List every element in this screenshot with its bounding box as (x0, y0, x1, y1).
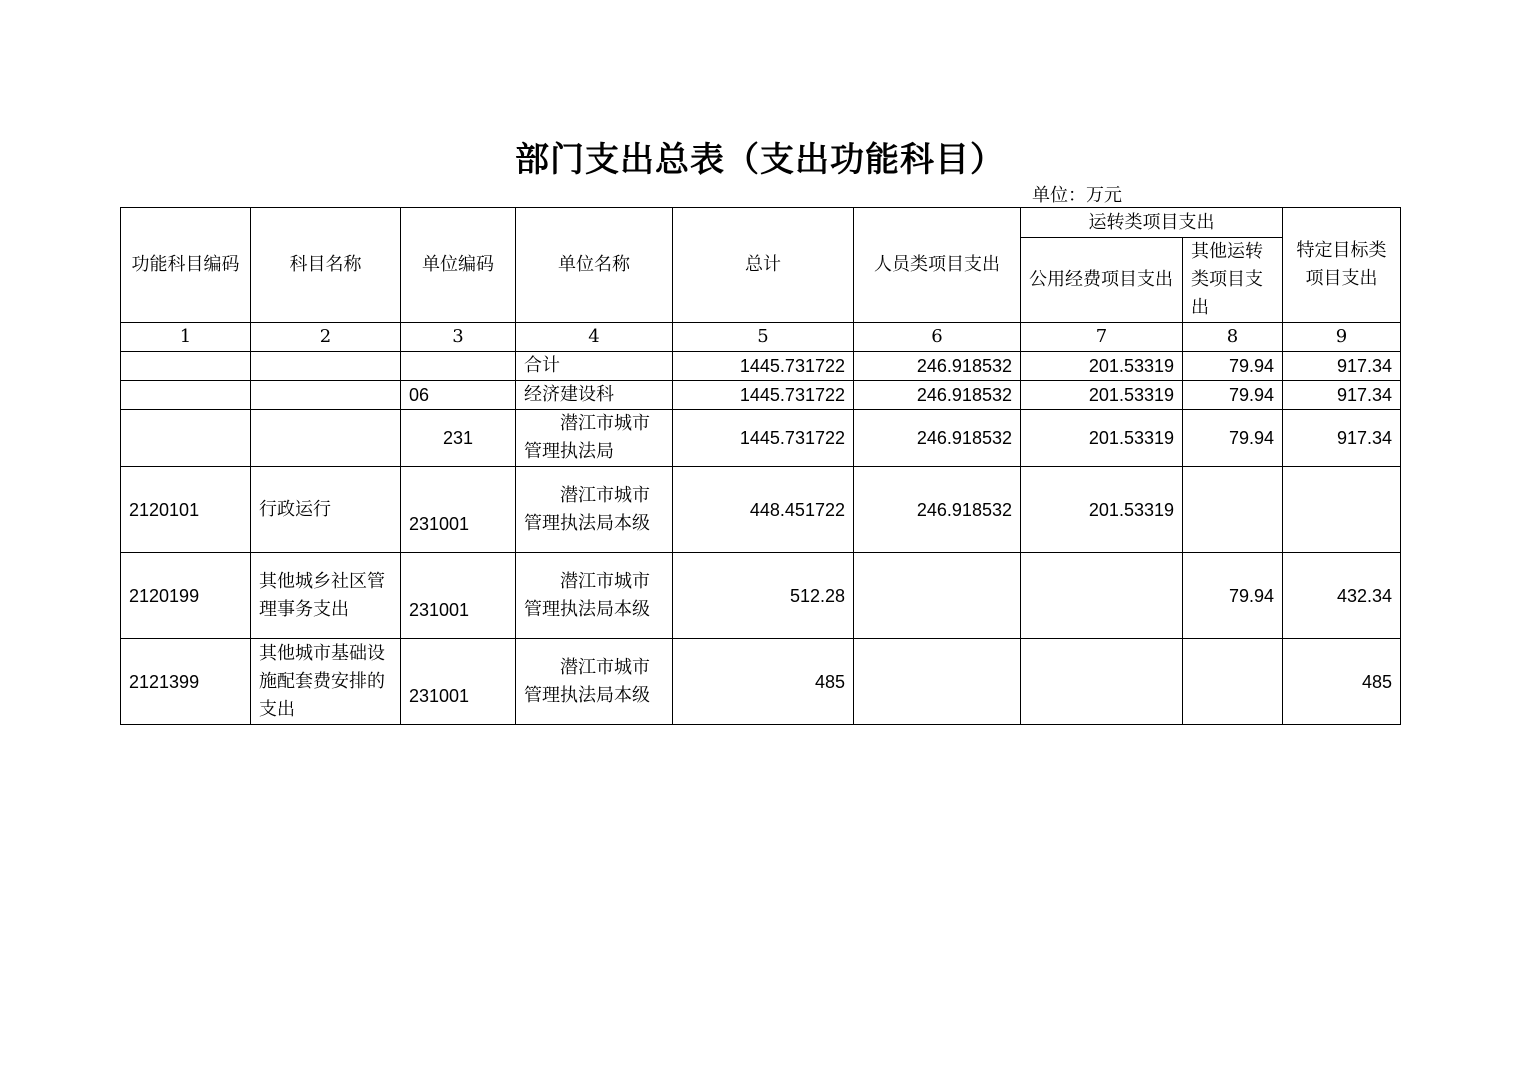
header-personnel: 人员类项目支出 (854, 208, 1021, 323)
other-operation-cell: 79.94 (1183, 352, 1283, 381)
index-cell: 9 (1283, 323, 1401, 352)
table-row (121, 352, 1401, 381)
unit-name-cell: 潜江市城市管理执法局本级 (516, 467, 673, 553)
index-cell: 1 (121, 323, 251, 352)
func-code-cell (121, 410, 251, 467)
unit-name-cell: 潜江市城市管理执法局本级 (516, 639, 673, 725)
table-row (121, 553, 1401, 639)
personnel-cell (854, 553, 1021, 639)
header-public-funds: 公用经费项目支出 (1021, 238, 1183, 323)
personnel-cell: 246.918532 (854, 410, 1021, 467)
special-cell: 432.34 (1283, 553, 1401, 639)
personnel-cell: 246.918532 (854, 352, 1021, 381)
index-cell: 3 (401, 323, 516, 352)
unit-label: 单位：万元 (1032, 185, 1122, 206)
header-unit-code: 单位编码 (401, 208, 516, 323)
other-operation-cell: 79.94 (1183, 381, 1283, 410)
unit-name-cell: 潜江市城市管理执法局本级 (516, 553, 673, 639)
index-cell: 6 (854, 323, 1021, 352)
public-funds-cell: 201.53319 (1021, 352, 1183, 381)
subject-name-cell (251, 381, 401, 410)
total-cell: 485 (673, 639, 854, 725)
unit-code-cell: 231001 (401, 467, 516, 553)
public-funds-cell: 201.53319 (1021, 467, 1183, 553)
header-special: 特定目标类项目支出 (1283, 208, 1401, 323)
func-code-cell (121, 381, 251, 410)
table-row (121, 639, 1401, 725)
subject-name-cell: 其他城市基础设施配套费安排的支出 (251, 639, 401, 725)
header-unit-name: 单位名称 (516, 208, 673, 323)
special-cell: 917.34 (1283, 381, 1401, 410)
total-cell: 448.451722 (673, 467, 854, 553)
expenditure-table (120, 207, 1401, 725)
other-operation-cell (1183, 639, 1283, 725)
subject-name-cell: 行政运行 (251, 467, 401, 553)
header-subject-name: 科目名称 (251, 208, 401, 323)
total-cell: 1445.731722 (673, 410, 854, 467)
index-cell: 7 (1021, 323, 1183, 352)
public-funds-cell: 201.53319 (1021, 381, 1183, 410)
func-code-cell (121, 352, 251, 381)
func-code-cell: 2120199 (121, 553, 251, 639)
unit-name-cell: 合计 (516, 352, 673, 381)
personnel-cell: 246.918532 (854, 467, 1021, 553)
table-row (121, 467, 1401, 553)
special-cell: 917.34 (1283, 352, 1401, 381)
page-title: 部门支出总表（支出功能科目） (515, 140, 1005, 180)
other-operation-cell: 79.94 (1183, 410, 1283, 467)
total-cell: 1445.731722 (673, 352, 854, 381)
header-operation-group: 运转类项目支出 (1021, 208, 1283, 238)
header-row (121, 208, 1401, 238)
index-cell: 2 (251, 323, 401, 352)
subject-name-cell (251, 352, 401, 381)
other-operation-cell: 79.94 (1183, 553, 1283, 639)
public-funds-cell (1021, 639, 1183, 725)
unit-code-cell (401, 352, 516, 381)
public-funds-cell: 201.53319 (1021, 410, 1183, 467)
total-cell: 1445.731722 (673, 381, 854, 410)
table-row (121, 381, 1401, 410)
unit-code-cell: 231 (401, 410, 516, 467)
total-cell: 512.28 (673, 553, 854, 639)
unit-name-cell: 经济建设科 (516, 381, 673, 410)
public-funds-cell (1021, 553, 1183, 639)
unit-code-cell: 231001 (401, 553, 516, 639)
header-func-code: 功能科目编码 (121, 208, 251, 323)
header-other-operation: 其他运转类项目支出 (1183, 238, 1283, 323)
func-code-cell: 2121399 (121, 639, 251, 725)
index-cell: 8 (1183, 323, 1283, 352)
table-row (121, 410, 1401, 467)
unit-name-cell: 潜江市城市管理执法局 (516, 410, 673, 467)
personnel-cell (854, 639, 1021, 725)
special-cell: 485 (1283, 639, 1401, 725)
index-cell: 5 (673, 323, 854, 352)
personnel-cell: 246.918532 (854, 381, 1021, 410)
special-cell: 917.34 (1283, 410, 1401, 467)
subject-name-cell: 其他城乡社区管理事务支出 (251, 553, 401, 639)
func-code-cell: 2120101 (121, 467, 251, 553)
unit-code-cell: 06 (401, 381, 516, 410)
other-operation-cell (1183, 467, 1283, 553)
special-cell (1283, 467, 1401, 553)
index-row (121, 323, 1401, 352)
unit-code-cell: 231001 (401, 639, 516, 725)
index-cell: 4 (516, 323, 673, 352)
subject-name-cell (251, 410, 401, 467)
header-total: 总计 (673, 208, 854, 323)
